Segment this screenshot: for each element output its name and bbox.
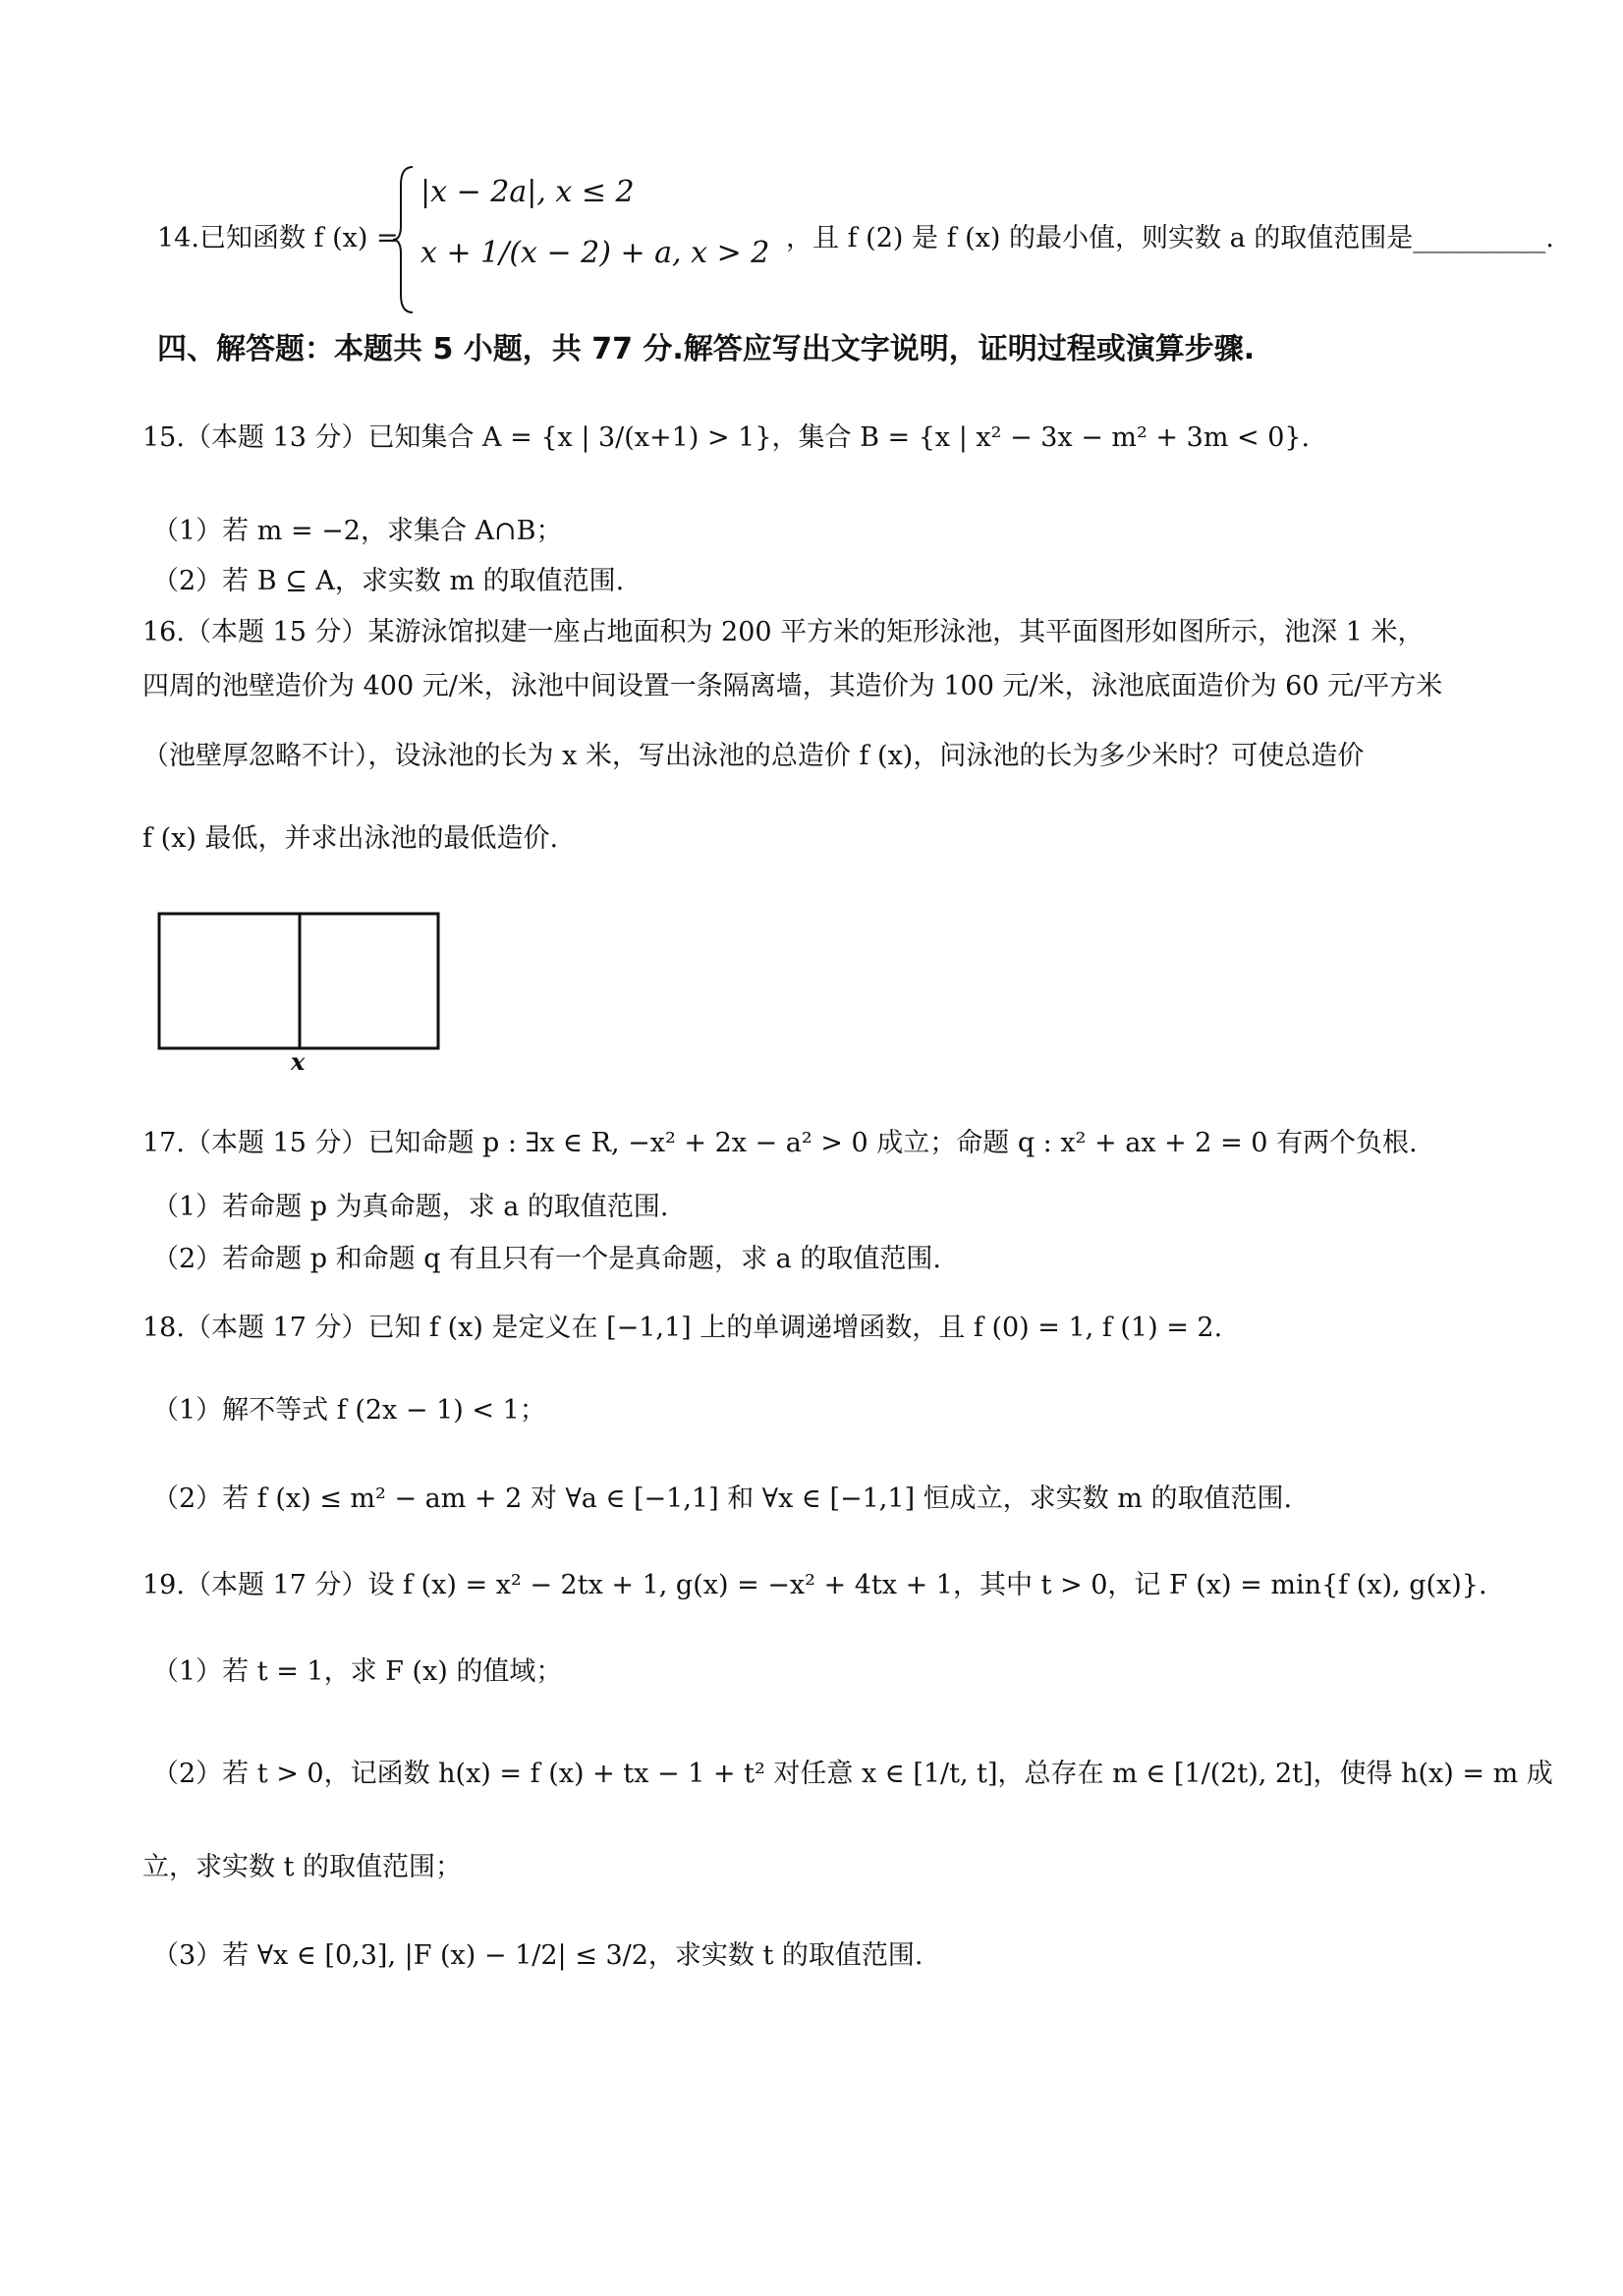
- piecewise-brace-icon: [391, 165, 417, 314]
- q15-stem: 15.（本题 13 分）已知集合 A = {x | 3/(x+1) > 1}，集合 B = {x | x² − 3x − m² + 3m < 0}.: [142, 422, 1311, 453]
- q16-line-2: 四周的池壁造价为 400 元/米，泳池中间设置一条隔离墙，其造价为 100 元/米，泳池底面造价为 60 元/平方米: [142, 671, 1443, 701]
- q19-part-1: （1）若 t = 1，求 F (x) 的值域；: [152, 1656, 563, 1687]
- q16-line-3: （池壁厚忽略不计），设泳池的长为 x 米，写出泳池的总造价 f (x)，问泳池的长为多少米时？可使总造价: [142, 741, 1365, 771]
- q18-part-2: （2）若 f (x) ≤ m² − am + 2 对 ∀a ∈ [−1,1] 和 ∀x ∈ [−1,1] 恒成立，求实数 m 的取值范围.: [152, 1484, 1293, 1514]
- q15-part-2: （2）若 B ⊆ A，求实数 m 的取值范围.: [152, 566, 625, 596]
- section-heading: 四、解答题：本题共 5 小题，共 77 分.解答应写出文字说明，证明过程或演算步骤.: [157, 332, 1256, 366]
- q17-part-1: （1）若命题 p 为真命题，求 a 的取值范围.: [152, 1192, 669, 1222]
- q19-part-3: （3）若 ∀x ∈ [0,3], |F (x) − 1/2| ≤ 3/2，求实数 t 的取值范围.: [152, 1940, 923, 1971]
- pool-diagram: [157, 912, 442, 1064]
- q16-line-1: 16.（本题 15 分）某游泳馆拟建一座占地面积为 200 平方米的矩形泳池，其平面图形如图所示，池深 1 米，: [142, 617, 1425, 647]
- q18-part-1: （1）解不等式 f (2x − 1) < 1；: [152, 1395, 546, 1426]
- q16-line-4: f (x) 最低，并求出泳池的最低造价.: [142, 823, 559, 854]
- q19-stem: 19.（本题 17 分）设 f (x) = x² − 2tx + 1, g(x) = −x² + 4tx + 1，其中 t > 0，记 F (x) = min{f (x), g(x)}.: [142, 1570, 1487, 1600]
- pool-length-label: x: [291, 1047, 306, 1076]
- q14-case-1: |x − 2a|, x ≤ 2: [420, 175, 635, 209]
- q14-suffix: ，且 f (2) 是 f (x) 的最小值，则实数 a 的取值范围是__________.: [786, 223, 1554, 253]
- q17-stem: 17.（本题 15 分）已知命题 p : ∃x ∈ R, −x² + 2x − a² > 0 成立；命题 q : x² + ax + 2 = 0 有两个负根.: [142, 1128, 1418, 1158]
- q14-prefix: 14.已知函数 f (x) =: [157, 223, 399, 253]
- q14-case-2: x + 1/(x − 2) + a, x > 2: [420, 236, 770, 270]
- q17-part-2: （2）若命题 p 和命题 q 有且只有一个是真命题，求 a 的取值范围.: [152, 1244, 941, 1274]
- q19-part-2-continued: 立，求实数 t 的取值范围；: [142, 1852, 463, 1882]
- q19-part-2: （2）若 t > 0，记函数 h(x) = f (x) + tx − 1 + t² 对任意 x ∈ [1/t, t]，总存在 m ∈ [1/(2t), 2t]，使得 h(x) = m 成: [152, 1759, 1553, 1789]
- q15-part-1: （1）若 m = −2，求集合 A∩B；: [152, 516, 563, 546]
- q18-stem: 18.（本题 17 分）已知 f (x) 是定义在 [−1,1] 上的单调递增函数，且 f (0) = 1, f (1) = 2.: [142, 1313, 1223, 1343]
